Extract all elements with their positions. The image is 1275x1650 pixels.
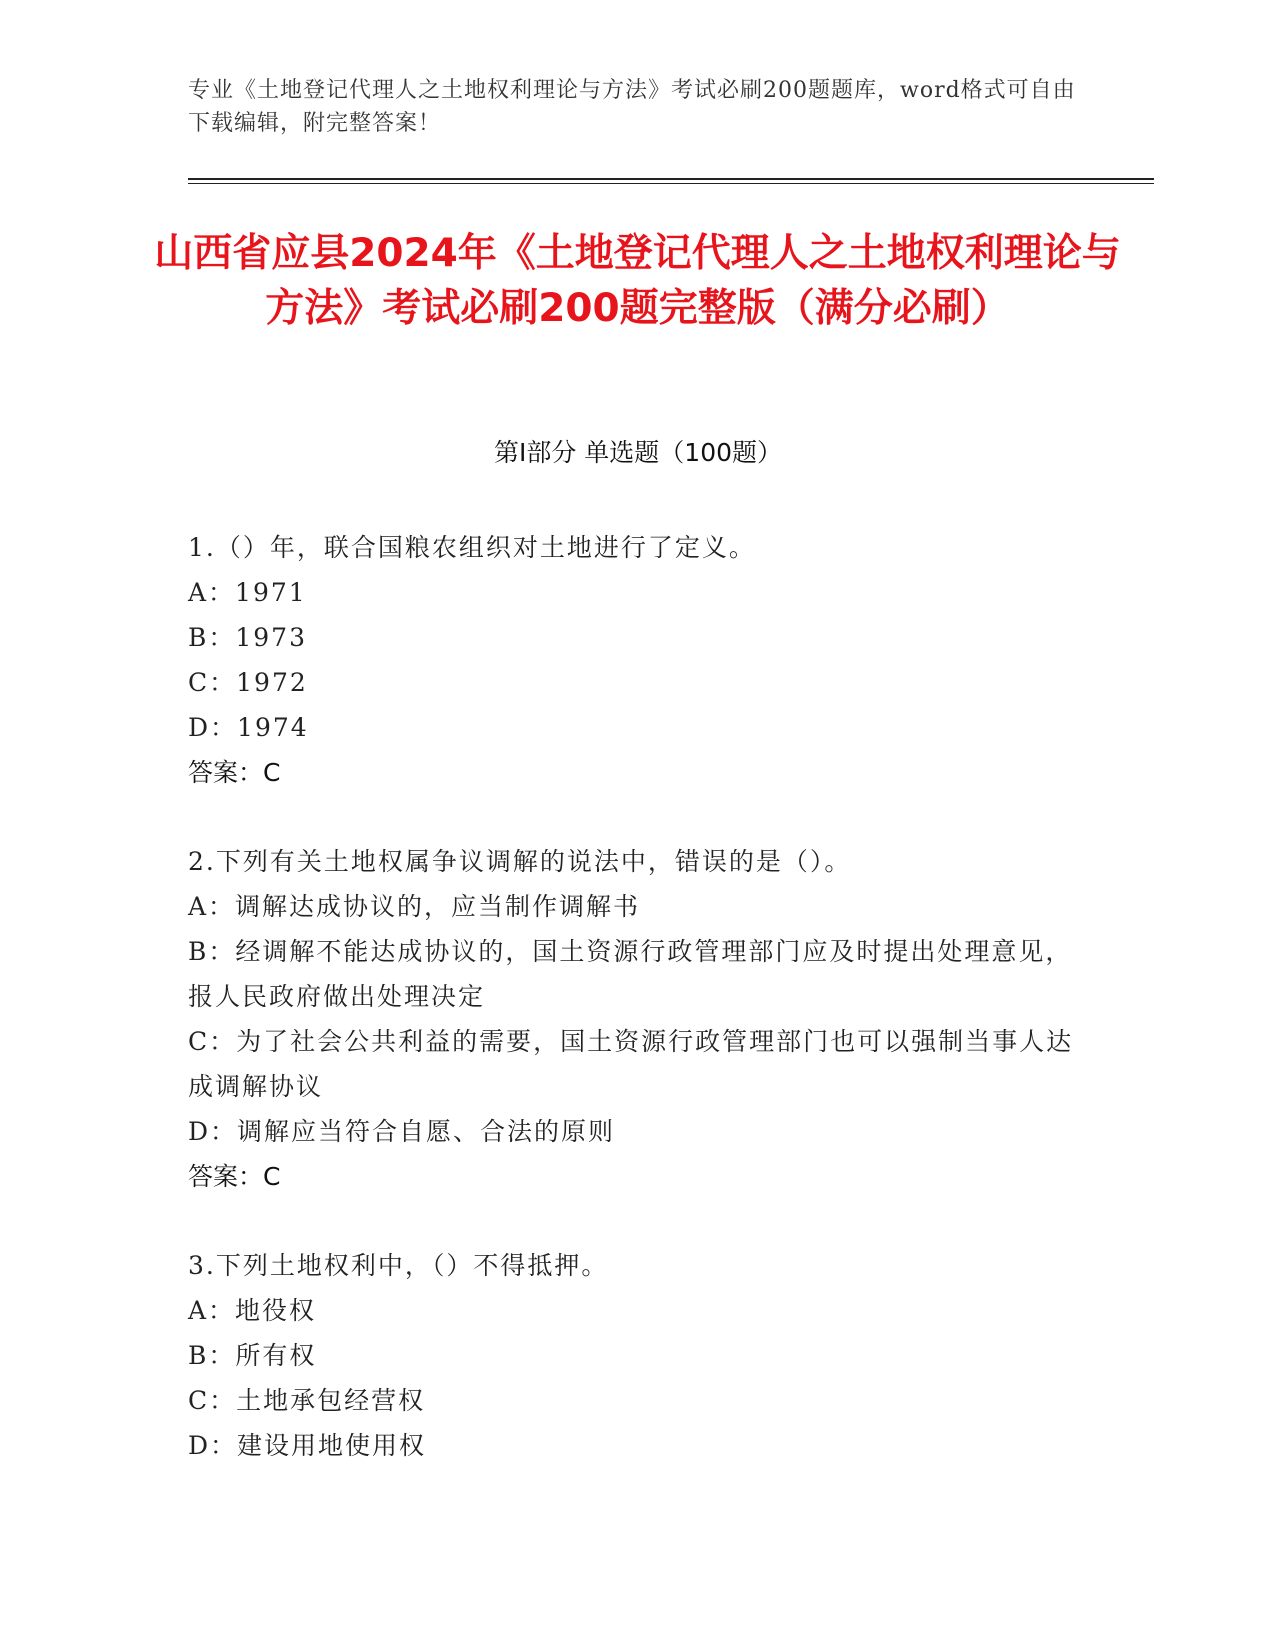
document-title: 山西省应县2024年《土地登记代理人之土地权利理论与方法》考试必刷200题完整版（满分必刷） <box>154 231 1121 331</box>
option-c: C：土地承包经营权 <box>188 1386 426 1415</box>
option-b: B：1973 <box>188 623 307 652</box>
header-divider-thick <box>188 178 1154 180</box>
answer-line: 答案：C <box>188 758 281 787</box>
answer-line: 答案：C <box>188 1162 281 1191</box>
option-a: A：地役权 <box>188 1296 317 1325</box>
question-list <box>188 525 1088 1512</box>
option-b: B：所有权 <box>188 1341 317 1370</box>
header-divider-thin <box>188 183 1154 184</box>
section-title: 第Ⅰ部分 单选题（100题） <box>493 438 783 467</box>
question-2 <box>188 839 1088 1199</box>
question-stem: 3.下列土地权利中，（）不得抵押。 <box>188 1251 609 1280</box>
option-d: D：建设用地使用权 <box>188 1431 427 1460</box>
option-d: D：调解应当符合自愿、合法的原则 <box>188 1117 616 1146</box>
question-stem: 1.（）年，联合国粮农组织对土地进行了定义。 <box>188 533 756 562</box>
header-note: 专业《土地登记代理人之土地权利理论与方法》考试必刷200题题库，word格式可自由下载编辑，附完整答案！ <box>188 78 1076 136</box>
option-d: D：1974 <box>188 713 309 742</box>
question-1 <box>188 525 1088 795</box>
option-b: B：经调解不能达成协议的，国土资源行政管理部门应及时提出处理意见，报人民政府做出处理决定 <box>188 937 1073 1011</box>
question-3 <box>188 1243 1088 1468</box>
question-stem: 2.下列有关土地权属争议调解的说法中，错误的是（）。 <box>188 847 852 876</box>
option-c: C：为了社会公共利益的需要，国土资源行政管理部门也可以强制当事人达成调解协议 <box>188 1027 1074 1101</box>
option-c: C：1972 <box>188 668 308 697</box>
option-a: A：调解达成协议的，应当制作调解书 <box>188 892 641 921</box>
option-a: A：1971 <box>188 578 307 607</box>
